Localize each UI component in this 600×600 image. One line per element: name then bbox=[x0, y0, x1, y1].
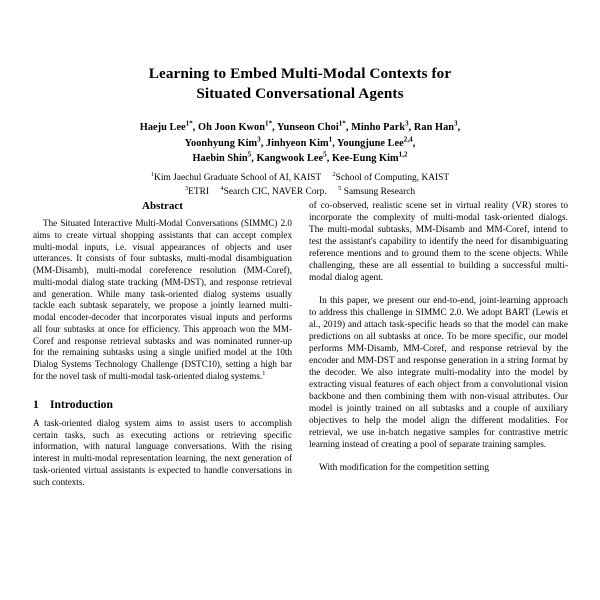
affiliation-line-1: $^1$Kim Jaechul Graduate School of AI, KAIST $^2$School of Computing, KAIST bbox=[150, 170, 450, 184]
clipped-paragraph: With modification for the competition setting bbox=[319, 462, 490, 473]
continuation-paragraph: of co-observed, realistic scene set in virtual reality (VR) stores to incorporate the complexity of multi-modal task-oriented dialogs. The multi-modal subtasks, MM-Disamb and MM-Coref, intend to test the assistant's capability to identify the need for disambiguating reference mentions and to ground them to the scene objects. While challenging, these are all essential to building a successful multi-modal dialog agent. bbox=[309, 201, 568, 284]
introduction-number: 1 bbox=[33, 397, 39, 411]
left-column bbox=[33, 200, 292, 600]
author-line-3: Haebin Shin$^5$, Kangwook Lee$^5$, Kee-Eung Kim$^{1,2}$ bbox=[192, 150, 408, 165]
abstract-heading: Abstract bbox=[142, 200, 183, 212]
right-column bbox=[309, 200, 568, 600]
abstract-footnote-marker: 1 bbox=[262, 369, 266, 377]
abstract-text: The Situated Interactive Multi-Modal Conversations (SIMMC) 2.0 aims to create virtual shopping assistants that can accept complex multi-modal inputs, i.e. visual appearances of objects and user utterances. It consists of four subtasks, multi-modal disambiguation (MM-Disamb), multi-modal coreference resolution (MM-Coref), multi-modal dialog state tracking (MM-DST), and response retrieval and generation. While many task-oriented dialog systems usually tackle each subtask separately, we propose a jointly learned multi-modal encoder-decoder that incorporates visual inputs and performs all four subtasks at once for efficiency. This approach won the MM-Coref and response retrieval subtasks and was nominated runner-up for the remaining subtasks using a single unified model at the 10th Dialog Systems Technology Challenge (DSTC10), setting a high bar for the novel task of multi-modal task-oriented dialog systems. bbox=[33, 218, 292, 381]
title-block bbox=[0, 0, 600, 199]
abstract-paragraph bbox=[33, 218, 292, 383]
introduction-heading bbox=[33, 398, 292, 412]
page-title bbox=[56, 64, 544, 104]
author-line-1: Haeju Lee$^{1*}$, Oh Joon Kwon$^{1*}$, Yunseon Choi$^{1*}$, Minho Park$^3$, Ran Han$^3$, bbox=[139, 119, 461, 134]
author-list bbox=[56, 120, 544, 167]
title-line-2: Situated Conversational Agents bbox=[196, 85, 404, 103]
introduction-paragraph: A task-oriented dialog system aims to assist users to accomplish certain tasks, such as executing actions or retrieving specific information, with natural language conversations. With the rising interest in multi-modal representation learning, the next generation of task-oriented virtual assistants is expected to handle conversations in such contexts. bbox=[33, 417, 292, 487]
contribution-paragraph: In this paper, we present our end-to-end, joint-learning approach to address this challenge in SIMMC 2.0. We adopt BART (Lewis et al., 2019) and attach task-specific heads so that the model can make predictions on all subtasks at once. To be more specific, our model performs MM-Disamb, MM-Coref, and response retrieval by the encoder and MM-DST and response generation in a string format by the decoder. We also integrate multi-modality into the model by extracting visual features of each object from a convolutional vision backbone and then combining them with non-visual attributes. Our model is jointly trained on all subtasks and a couple of auxiliary objectives to help the model align the different modalities. For retrieval, we use in-batch negative samples for contrastive metric learning instead of creating a pool of separate training samples. bbox=[309, 295, 568, 451]
affiliation-line-2: $^3$ETRI $^4$Search CIC, NAVER Corp. $^5$ Samsung Research bbox=[184, 185, 416, 198]
author-line-2: Yoonhyung Kim$^3$, Jinhyeon Kim$^1$, Youngjune Lee$^{2,4}$, bbox=[184, 135, 416, 149]
introduction-heading-label: Introduction bbox=[50, 397, 113, 411]
affiliation-list bbox=[56, 171, 544, 199]
body-columns bbox=[0, 200, 600, 600]
title-line-1: Learning to Embed Multi-Modal Contexts for bbox=[148, 65, 452, 82]
